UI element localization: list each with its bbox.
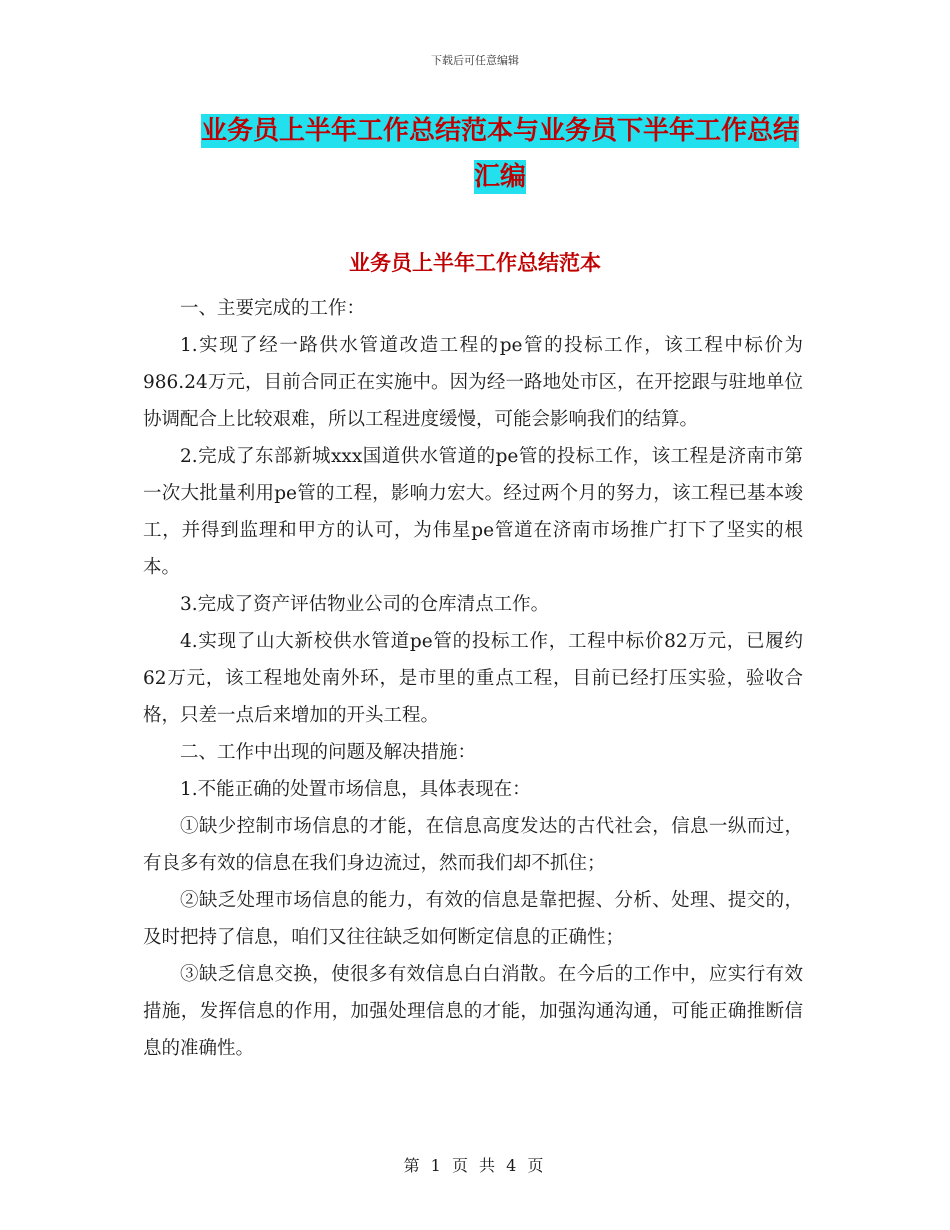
paragraph-item-4: 4.实现了山大新校供水管道pe管的投标工作，工程中标价82万元，已履约62万元，该工程地处南外环，是市里的重点工程，目前已经打压实验，验收合格，只差一点后来增加的开头工程。 [143, 631, 803, 726]
page-footer: 第 1 页 共 4 页 [403, 1156, 547, 1175]
document-title-line-1: 业务员上半年工作总结范本与业务员下半年工作总结 [200, 116, 799, 146]
paragraph-item-2: 2.完成了东部新城xxx国道供水管道的pe管的投标工作，该工程是济南市第一次大批量利用pe管的工程，影响力宏大。经过两个月的努力，该工程已基本竣工，并得到监理和甲方的认可，为伟星pe管道在济南市场推广打下了坚实的根本。 [143, 446, 803, 578]
paragraph-problem-1c: ③缺乏信息交换，使很多有效信息白白消散。在今后的工作中，应实行有效措施，发挥信息的作用，加强处理信息的才能，加强沟通沟通，可能正确推断信息的准确性。 [143, 964, 803, 1059]
paragraph-problem-1: 1.不能正确的处置市场信息，具体表现在： [180, 779, 531, 800]
paragraph-item-3: 3.完成了资产评估物业公司的仓库清点工作。 [180, 594, 550, 615]
heading-main-work: 一、主要完成的工作： [180, 298, 366, 319]
header-note: 下载后可任意编辑 [431, 54, 519, 67]
paragraph-problem-1a: ①缺少控制市场信息的才能，在信息高度发达的古代社会，信息一纵而过，有良多有效的信息在我们身边流过，然而我们却不抓住； [143, 816, 803, 874]
paragraph-item-1: 1.实现了经一路供水管道改造工程的pe管的投标工作，该工程中标价为986.24万元，目前合同正在实施中。因为经一路地处市区，在开挖跟与驻地单位协调配合上比较艰难，所以工程进度缓慢，可能会影响我们的结算。 [143, 335, 803, 430]
body-text [143, 290, 803, 1067]
paragraph-problem-1b: ②缺乏处理市场信息的能力，有效的信息是靠把握、分析、处理、提交的，及时把持了信息，咱们又往往缺乏如何断定信息的正确性； [143, 890, 803, 948]
document-title [150, 108, 850, 200]
heading-problems: 二、工作中出现的问题及解决措施： [180, 742, 477, 763]
section-title: 业务员上半年工作总结范本 [349, 251, 601, 275]
document-title-line-2: 汇编 [473, 162, 526, 192]
